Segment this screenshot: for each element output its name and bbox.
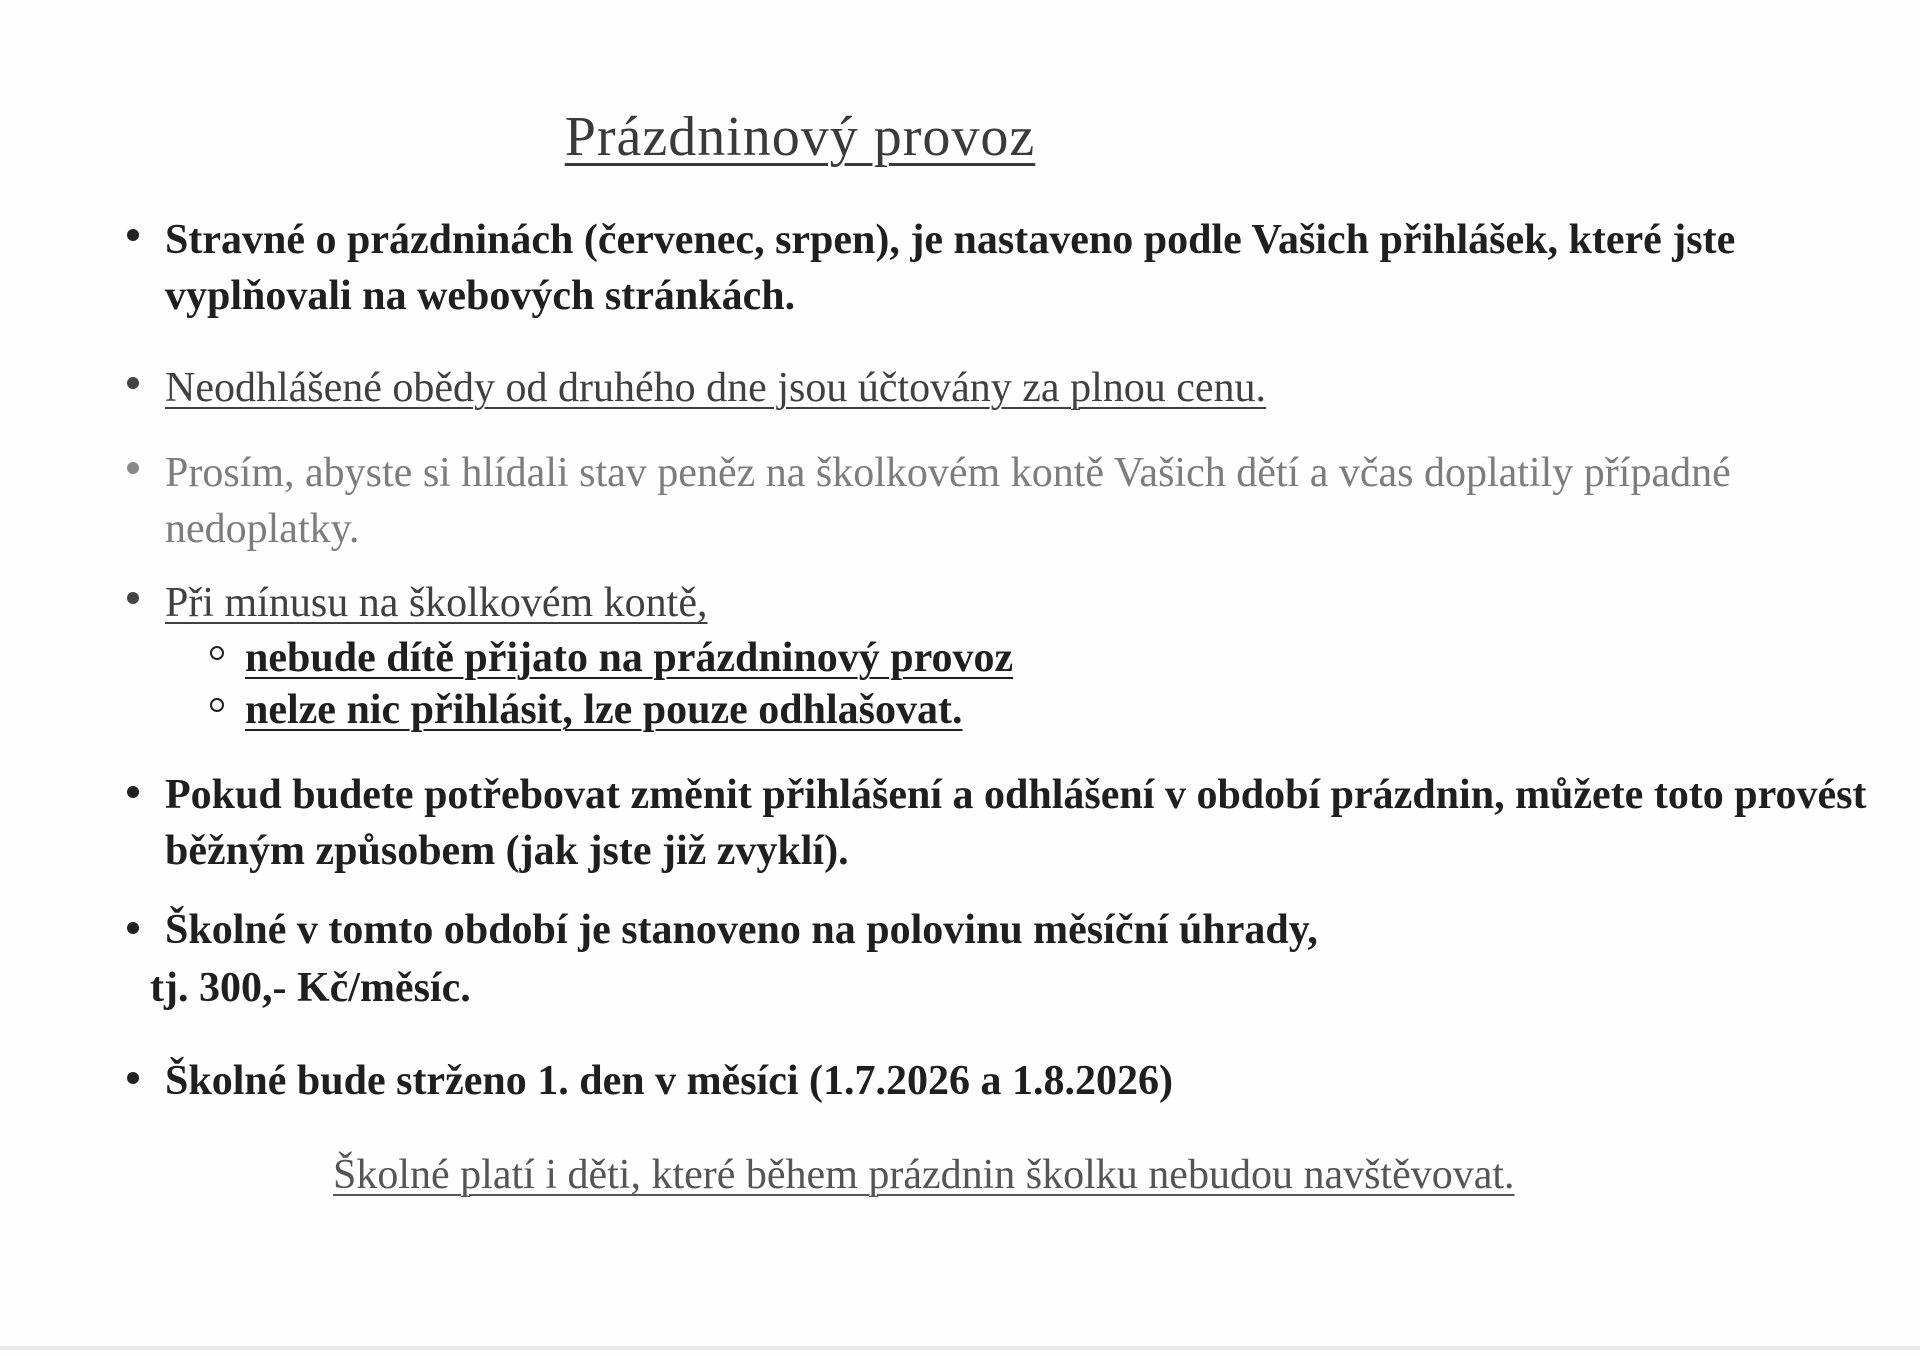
list-item-change-registration: Pokud budete potřebovat změnit přihlášení a odhlášení v období prázdnin, můžete toto provést běžným způsobem (jak jste již zvyklí). [165,772,1867,874]
circle-bullet-icon [210,646,224,660]
bullet-icon [127,786,139,798]
list-item-negative-balance: Při mínusu na školkovém kontě, [165,580,708,626]
list-item-meals: Stravné o prázdninách (červenec, srpen), je nastaveno podle Vašich přihlášek, které jste vyplňovali na webových stránkách. [165,217,1736,319]
list-item-unsubscribed-lunches: Neodhlášené obědy od druhého dne jsou účtovány za plnou cenu. [165,365,1267,411]
sub-item-only-unsubscribe: nelze nic přihlásit, lze pouze odhlašovat. [245,687,963,733]
document-title: Prázdninový provoz [564,106,1036,168]
scan-edge-divider [0,1346,1920,1350]
bullet-icon [127,229,139,241]
footer-note: Školné platí i děti, které během prázdnin školku nebudou navštěvovat. [333,1152,1515,1198]
sub-item-not-accepted: nebude dítě přijato na prázdninový provoz [245,635,1014,681]
list-item-tuition-deduction: Školné bude strženo 1. den v měsíci (1.7.2026 a 1.8.2026) [165,1058,1173,1104]
bullet-icon [127,462,139,474]
bullet-icon [127,1072,139,1084]
list-item-tuition-half: Školné v tomto období je stanoveno na polovinu měsíční úhrady, [165,907,1318,953]
circle-bullet-icon [210,698,224,712]
bullet-icon [127,592,139,604]
list-item-account-balance: Prosím, abyste si hlídali stav peněz na školkovém kontě Vašich dětí a včas doplatily případné nedoplatky. [165,450,1731,552]
bullet-icon [127,377,139,389]
bullet-icon [127,922,139,934]
list-item-tuition-amount: tj. 300,- Kč/měsíc. [150,965,471,1011]
